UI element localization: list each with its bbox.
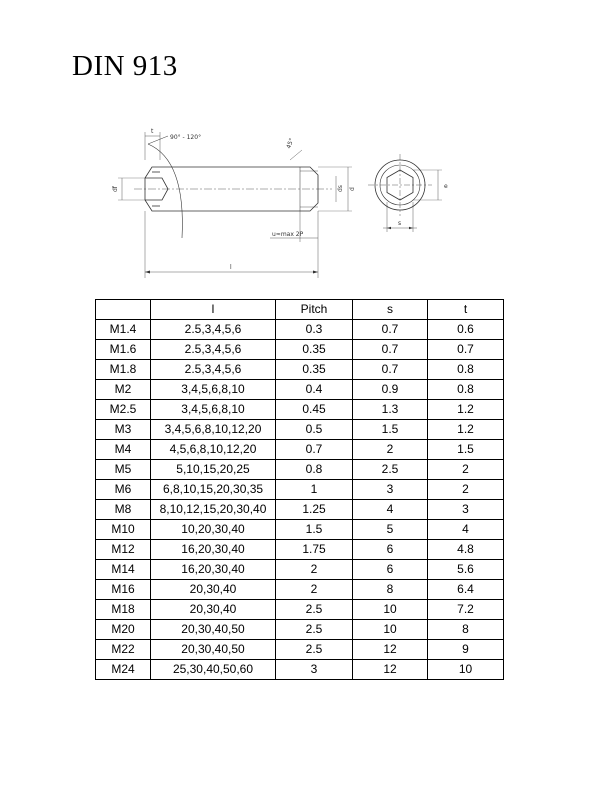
header-length: l — [151, 300, 276, 320]
length-cell: 5,10,15,20,25 — [151, 460, 276, 480]
set-screw-technical-drawing — [100, 120, 460, 280]
size-cell: M8 — [96, 500, 151, 520]
t-cell: 0.6 — [428, 320, 504, 340]
length-cell: 3,4,5,6,8,10 — [151, 380, 276, 400]
pitch-cell: 2.5 — [276, 600, 353, 620]
label-u: u≈max 2P — [272, 231, 304, 238]
label-t: t — [151, 128, 154, 135]
s-cell: 2.5 — [353, 460, 428, 480]
pitch-cell: 0.35 — [276, 360, 353, 380]
size-cell: M14 — [96, 560, 151, 580]
s-cell: 0.9 — [353, 380, 428, 400]
table-row — [96, 480, 504, 500]
table-header-row — [96, 300, 504, 320]
length-cell: 10,20,30,40 — [151, 520, 276, 540]
header-s: s — [353, 300, 428, 320]
pitch-cell: 0.3 — [276, 320, 353, 340]
length-cell: 6,8,10,15,20,30,35 — [151, 480, 276, 500]
table-row — [96, 400, 504, 420]
table-body — [96, 320, 504, 680]
pitch-cell: 1.75 — [276, 540, 353, 560]
s-cell: 8 — [353, 580, 428, 600]
s-cell: 10 — [353, 600, 428, 620]
pitch-cell: 2 — [276, 560, 353, 580]
table-row — [96, 540, 504, 560]
size-cell: M6 — [96, 480, 151, 500]
pitch-cell: 3 — [276, 660, 353, 680]
s-cell: 2 — [353, 440, 428, 460]
size-cell: M1.4 — [96, 320, 151, 340]
pitch-cell: 0.35 — [276, 340, 353, 360]
dimension-table — [95, 299, 504, 680]
s-cell: 4 — [353, 500, 428, 520]
size-cell: M18 — [96, 600, 151, 620]
t-cell: 6.4 — [428, 580, 504, 600]
length-cell: 20,30,40 — [151, 580, 276, 600]
size-cell: M2.5 — [96, 400, 151, 420]
s-cell: 3 — [353, 480, 428, 500]
header-size — [96, 300, 151, 320]
pitch-cell: 0.7 — [276, 440, 353, 460]
table-row — [96, 600, 504, 620]
t-cell: 9 — [428, 640, 504, 660]
table-row — [96, 620, 504, 640]
pitch-cell: 0.45 — [276, 400, 353, 420]
s-cell: 1.3 — [353, 400, 428, 420]
length-cell: 8,10,12,15,20,30,40 — [151, 500, 276, 520]
size-cell: M1.8 — [96, 360, 151, 380]
t-cell: 1.5 — [428, 440, 504, 460]
table-row — [96, 460, 504, 480]
label-e: e — [444, 183, 448, 190]
length-cell: 3,4,5,6,8,10 — [151, 400, 276, 420]
label-d: d — [349, 187, 356, 191]
length-cell: 20,30,40 — [151, 600, 276, 620]
size-cell: M4 — [96, 440, 151, 460]
page-title: DIN 913 — [72, 50, 178, 82]
t-cell: 0.7 — [428, 340, 504, 360]
table-row — [96, 500, 504, 520]
label-ds: ds — [337, 185, 344, 192]
label-angle: 90° - 120° — [170, 134, 202, 141]
size-cell: M10 — [96, 520, 151, 540]
t-cell: 10 — [428, 660, 504, 680]
size-cell: M3 — [96, 420, 151, 440]
s-cell: 0.7 — [353, 360, 428, 380]
s-cell: 10 — [353, 620, 428, 640]
label-chamfer: 45° — [285, 137, 296, 150]
size-cell: M16 — [96, 580, 151, 600]
t-cell: 2 — [428, 480, 504, 500]
length-cell: 25,30,40,50,60 — [151, 660, 276, 680]
s-cell: 1.5 — [353, 420, 428, 440]
length-cell: 3,4,5,6,8,10,12,20 — [151, 420, 276, 440]
pitch-cell: 1 — [276, 480, 353, 500]
table-row — [96, 360, 504, 380]
size-cell: M22 — [96, 640, 151, 660]
table-row — [96, 340, 504, 360]
length-cell: 16,20,30,40 — [151, 560, 276, 580]
t-cell: 2 — [428, 460, 504, 480]
length-cell: 2.5,3,4,5,6 — [151, 320, 276, 340]
size-cell: M1.6 — [96, 340, 151, 360]
s-cell: 0.7 — [353, 340, 428, 360]
table-row — [96, 440, 504, 460]
pitch-cell: 0.4 — [276, 380, 353, 400]
table-row — [96, 580, 504, 600]
pitch-cell: 1.25 — [276, 500, 353, 520]
size-cell: M2 — [96, 380, 151, 400]
s-cell: 5 — [353, 520, 428, 540]
pitch-cell: 1.5 — [276, 520, 353, 540]
t-cell: 3 — [428, 500, 504, 520]
pitch-cell: 0.8 — [276, 460, 353, 480]
label-l: l — [230, 264, 232, 271]
size-cell: M24 — [96, 660, 151, 680]
t-cell: 7.2 — [428, 600, 504, 620]
table-row — [96, 640, 504, 660]
s-cell: 6 — [353, 540, 428, 560]
table-row — [96, 660, 504, 680]
header-t: t — [428, 300, 504, 320]
label-df: df — [112, 186, 119, 192]
length-cell: 2.5,3,4,5,6 — [151, 360, 276, 380]
t-cell: 8 — [428, 620, 504, 640]
t-cell: 1.2 — [428, 400, 504, 420]
s-cell: 12 — [353, 660, 428, 680]
table-row — [96, 320, 504, 340]
s-cell: 0.7 — [353, 320, 428, 340]
table-row — [96, 560, 504, 580]
t-cell: 4 — [428, 520, 504, 540]
length-cell: 16,20,30,40 — [151, 540, 276, 560]
table-row — [96, 420, 504, 440]
label-s: s — [398, 220, 402, 227]
size-cell: M5 — [96, 460, 151, 480]
t-cell: 0.8 — [428, 360, 504, 380]
length-cell: 20,30,40,50 — [151, 640, 276, 660]
table-row — [96, 380, 504, 400]
size-cell: M20 — [96, 620, 151, 640]
header-pitch: Pitch — [276, 300, 353, 320]
pitch-cell: 2.5 — [276, 620, 353, 640]
t-cell: 5.6 — [428, 560, 504, 580]
table-row — [96, 520, 504, 540]
s-cell: 12 — [353, 640, 428, 660]
length-cell: 20,30,40,50 — [151, 620, 276, 640]
pitch-cell: 2 — [276, 580, 353, 600]
s-cell: 6 — [353, 560, 428, 580]
t-cell: 1.2 — [428, 420, 504, 440]
length-cell: 2.5,3,4,5,6 — [151, 340, 276, 360]
pitch-cell: 0.5 — [276, 420, 353, 440]
size-cell: M12 — [96, 540, 151, 560]
t-cell: 4.8 — [428, 540, 504, 560]
pitch-cell: 2.5 — [276, 640, 353, 660]
t-cell: 0.8 — [428, 380, 504, 400]
length-cell: 4,5,6,8,10,12,20 — [151, 440, 276, 460]
